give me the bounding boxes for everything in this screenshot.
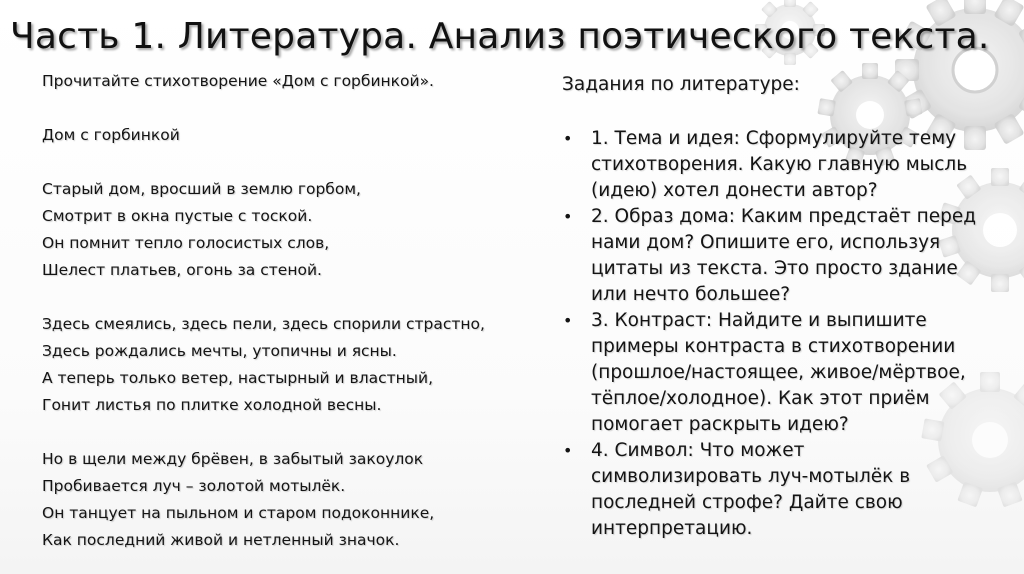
poem-line: Он помнит тепло голосистых слов, [42,234,330,252]
spacer [42,95,542,122]
tasks-heading: Задания по литературе: [562,74,800,95]
task-line: интерпретацию. [591,518,753,539]
poem-intro: Прочитайте стихотворение «Дом с горбинкой». [42,72,434,90]
poem-line: Но в щели между брёвен, в забытый закоулок [42,450,424,468]
poem-line: Он танцует на пыльном и старом подоконнике, [42,504,435,522]
task-line: символизировать луч-мотылёк в [591,466,911,487]
task-line: стихотворения. Какую главную мысль [591,154,968,175]
task-item-1 [562,126,982,204]
task-item-4 [562,438,982,542]
poem-line: Как последний живой и нетленный значок. [42,531,400,549]
task-line: тёплое/холодное). Как этот приём [591,388,930,409]
task-line: 2. Образ дома: Каким предстаёт перед [591,206,977,227]
task-item-3 [562,308,982,438]
task-line: нами дом? Опишите его, используя [591,232,941,253]
bullet-icon: • [563,207,573,226]
bullet-icon: • [563,311,573,330]
poem-line: А теперь только ветер, настырный и властный, [42,369,434,387]
poem-line: Здесь смеялись, здесь пели, здесь спорили страстно, [42,315,485,333]
tasks-column [562,68,982,542]
poem-line: Пробивается луч – золотой мотылёк. [42,477,346,495]
task-item-2 [562,204,982,308]
task-line: примеры контраста в стихотворении [591,336,956,357]
spacer [42,149,542,176]
poem-line: Здесь рождались мечты, утопичны и ясны. [42,342,397,360]
poem-line: Гонит листья по плитке холодной весны. [42,396,382,414]
task-line: 3. Контраст: Найдите и выпишите [591,310,927,331]
spacer [42,284,542,311]
task-line: 1. Тема и идея: Сформулируйте тему [591,128,957,149]
poem-line: Шелест платьев, огонь за стеной. [42,261,322,279]
bullet-icon: • [563,441,573,460]
task-line: (идею) хотел донести автор? [591,180,878,201]
poem-line: Смотрит в окна пустые с тоской. [42,207,313,225]
task-line: или нечто большее? [591,284,791,305]
tasks-list [562,126,982,542]
bullet-icon: • [563,129,573,148]
slide-title: Часть 1. Литература. Анализ поэтического текста. [10,16,990,57]
spacer [42,419,542,446]
task-line: помогает раскрыть идею? [591,414,849,435]
task-line: последней строфе? Дайте свою [591,492,903,513]
poem-stanza-3 [42,446,542,554]
poem-stanza-1 [42,176,542,284]
task-line: цитаты из текста. Это просто здание [591,258,958,279]
poem-stanza-2 [42,311,542,419]
poem-column [42,68,542,554]
task-line: (прошлое/настоящее, живое/мёртвое, [591,362,966,383]
task-line: 4. Символ: Что может [591,440,805,461]
poem-title: Дом с горбинкой [42,126,180,144]
poem-line: Старый дом, вросший в землю горбом, [42,180,361,198]
